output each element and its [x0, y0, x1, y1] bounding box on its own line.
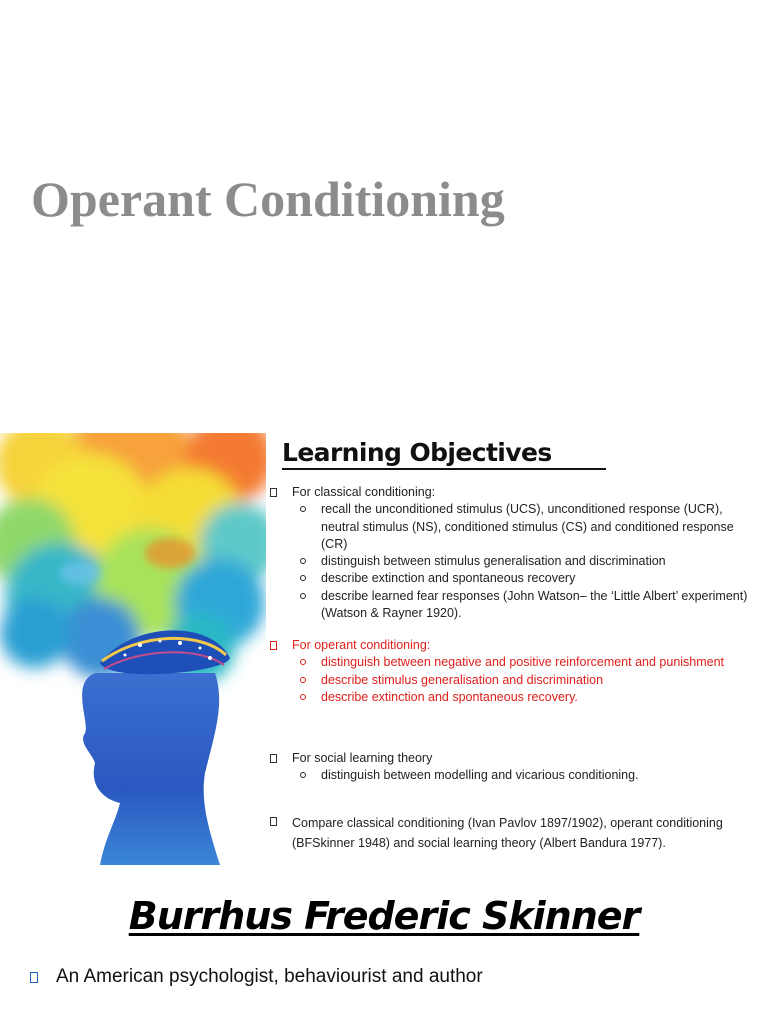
list-item: recall the unconditioned stimulus (UCS), unconditioned response (UCR), neutral stimulus (NS), conditioned stimulus (CS) and conditioned response (CR) — [268, 501, 763, 553]
list-item: distinguish between stimulus generalisation and discrimination — [268, 553, 763, 570]
square-bullet-icon — [270, 817, 277, 826]
social-section — [268, 750, 763, 785]
compare-label: Compare classical conditioning (Ivan Pavlov 1897/1902), operant conditioning (BFSkinner 1948) and social learning theory (Albert Bandura 1977). — [292, 816, 723, 850]
circle-bullet-icon — [300, 677, 306, 683]
circle-bullet-icon — [300, 772, 306, 778]
slide-title: Operant Conditioning — [31, 171, 505, 227]
social-label: For social learning theory — [292, 751, 433, 765]
skinner-bullet — [30, 966, 483, 988]
list-item: describe learned fear responses (John Watson– the ‘Little Albert’ experiment) (Watson & Rayner 1920). — [268, 588, 763, 623]
list-item: distinguish between negative and positive reinforcement and punishment — [268, 654, 763, 671]
list-item: describe extinction and spontaneous recovery — [268, 570, 763, 587]
circle-bullet-icon — [300, 659, 306, 665]
classical-label: For classical conditioning: — [292, 485, 436, 499]
list-item: describe stimulus generalisation and discrimination — [268, 672, 763, 689]
heading-underline — [282, 468, 606, 470]
skinner-heading-block — [0, 894, 768, 938]
list-item: distinguish between modelling and vicarious conditioning. — [268, 767, 763, 784]
operant-section — [268, 637, 763, 706]
compare-section — [268, 813, 763, 853]
square-bullet-icon — [270, 488, 277, 497]
watercolor-head-image — [0, 433, 266, 865]
skinner-bullet-text: An American psychologist, behaviourist and author — [56, 966, 483, 987]
circle-bullet-icon — [300, 575, 306, 581]
objectives-heading: Learning Objectives — [282, 438, 552, 467]
circle-bullet-icon — [300, 506, 306, 512]
classical-section — [268, 484, 763, 622]
circle-bullet-icon — [300, 593, 306, 599]
square-bullet-icon — [270, 754, 277, 763]
operant-label: For operant conditioning: — [292, 638, 431, 652]
skinner-heading: Burrhus Frederic Skinner — [128, 894, 640, 938]
square-bullet-icon — [270, 641, 277, 650]
circle-bullet-icon — [300, 558, 306, 564]
list-item: describe extinction and spontaneous recovery. — [268, 689, 763, 706]
square-bullet-icon — [30, 972, 38, 983]
circle-bullet-icon — [300, 694, 306, 700]
